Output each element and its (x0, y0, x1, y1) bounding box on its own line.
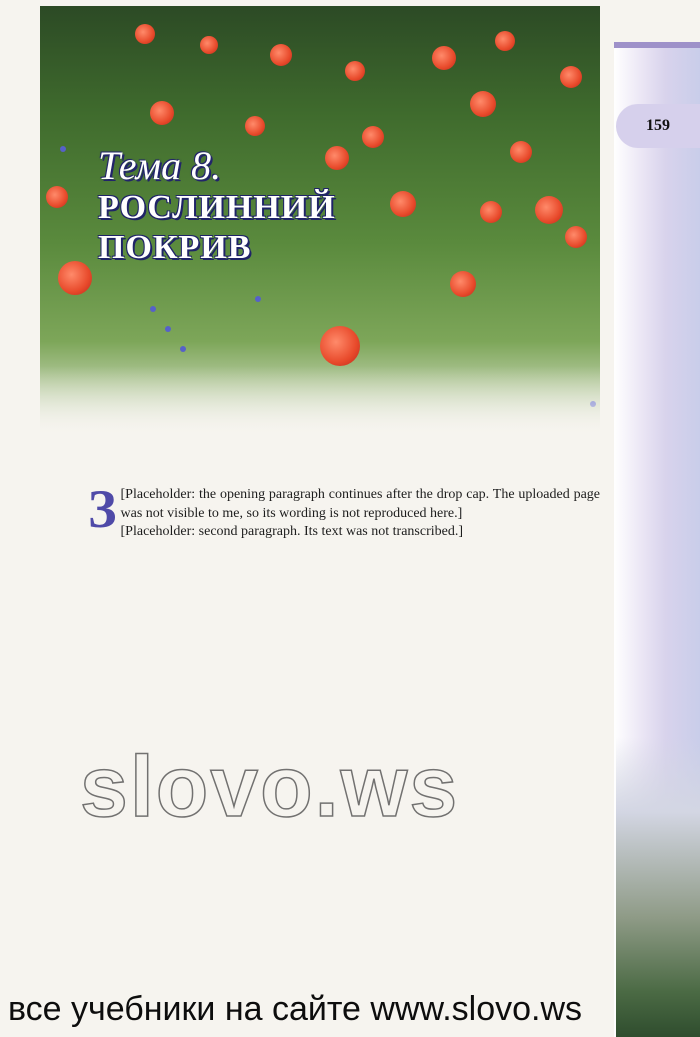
paragraph-1: [Placeholder: the opening paragraph continues after the drop cap. The uploaded page was not visible to me, so its wording is not reproduced here.] (120, 487, 600, 521)
topic-title-line-2: ПОКРИВ (98, 229, 252, 266)
drop-cap: З (88, 479, 117, 539)
body-text (88, 479, 600, 542)
poppy-flower (480, 201, 502, 223)
cornflower (150, 306, 156, 312)
page-number: 159 (616, 104, 700, 148)
forest-stream-illustration (616, 737, 700, 1037)
poppy-flower (46, 186, 68, 208)
topic-title-line-1: РОСЛИННИЙ (98, 189, 336, 226)
poppy-flower (470, 91, 496, 117)
paragraph-2: [Placeholder: second paragraph. Its text was not transcribed.] (120, 524, 464, 540)
poppy-flower (495, 31, 515, 51)
cornflower (255, 296, 261, 302)
poppy-flower (362, 126, 384, 148)
poppy-flower (58, 261, 92, 295)
poppy-flower (150, 101, 174, 125)
photo-fade (40, 366, 600, 436)
poppy-flower (390, 191, 416, 217)
poppy-flower (560, 66, 582, 88)
cornflower (165, 326, 171, 332)
cornflower (60, 146, 66, 152)
watermark: slovo.ws (80, 739, 460, 835)
poppy-flower (135, 24, 155, 44)
topic-label: Тема 8. (98, 143, 222, 188)
poppy-flower (345, 61, 365, 81)
poppy-flower (245, 116, 265, 136)
poppy-flower (200, 36, 218, 54)
poppy-flower (270, 44, 292, 66)
topic-title-block (98, 144, 336, 268)
poppy-flower (510, 141, 532, 163)
poppy-flower (565, 226, 587, 248)
poppy-flower (535, 196, 563, 224)
poppy-flower (432, 46, 456, 70)
cornflower (180, 346, 186, 352)
footer-caption: все учебники на сайте www.slovo.ws (8, 990, 583, 1028)
poppy-flower (450, 271, 476, 297)
sidebar-stripe (614, 42, 700, 48)
poppy-flower (320, 326, 360, 366)
